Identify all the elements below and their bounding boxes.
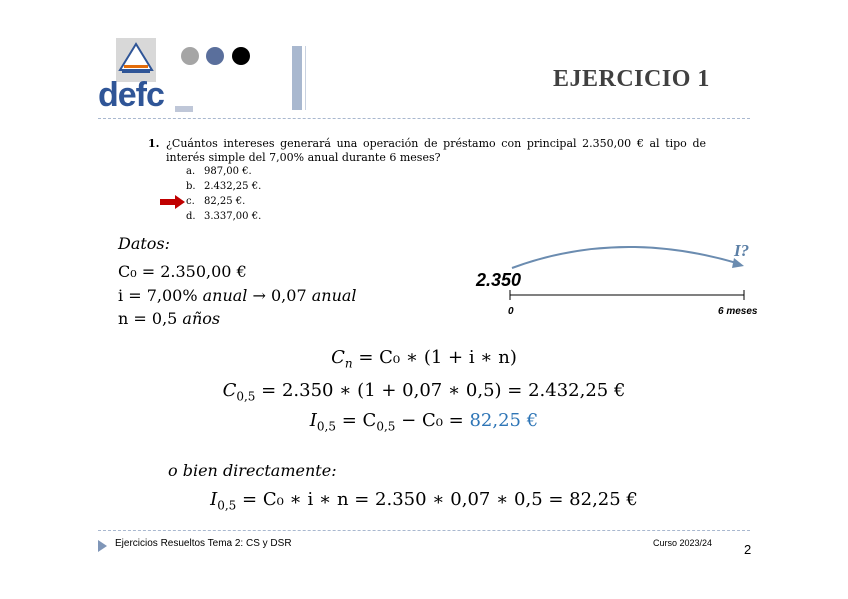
formula-direct: [0, 489, 848, 513]
formula-sub: n: [344, 356, 353, 371]
decor-dot-1: [181, 47, 199, 65]
datos-i-unit: anual: [202, 286, 248, 305]
logo-subtext: [175, 106, 193, 112]
formula-c05: [0, 380, 848, 404]
datos-title: Datos:: [118, 234, 171, 253]
datos-n-lhs: n = 0,5: [118, 309, 183, 328]
datos-i-unit2: anual: [311, 286, 357, 305]
option-text: 2.432,25 €.: [204, 181, 262, 192]
formula-rhs: = 2.350 ∗ (1 + 0,07 ∗ 0,5) = 2.432,25 €: [255, 380, 626, 401]
formula-sub2: 0,5: [376, 419, 396, 434]
logo-text: defc: [98, 76, 164, 114]
formula-result: 82,25 €: [469, 410, 539, 431]
timeline-diagram: [500, 240, 760, 305]
datos-c0: C₀ = 2.350,00 €: [118, 262, 247, 281]
formula-capital-final: [0, 347, 848, 371]
option-a: [186, 166, 252, 178]
option-text: 987,00 €.: [204, 166, 252, 177]
option-letter: b.: [186, 181, 196, 192]
option-letter: a.: [186, 166, 196, 177]
option-letter: d.: [186, 211, 196, 222]
option-text: 82,25 €.: [204, 196, 246, 207]
correct-answer-arrow-icon: [160, 195, 186, 209]
decor-dot-3: [232, 47, 250, 65]
question-text: ¿Cuántos intereses generará una operación de préstamo con principal 2.350,00 € al tipo de interés simple del 7,00% anual durante 6 meses?: [166, 137, 706, 164]
datos-i-lhs: i = 7,00%: [118, 286, 203, 305]
formula-lhs: C: [331, 347, 345, 368]
timeline-end-label: 6 meses: [718, 306, 758, 317]
option-b: [186, 181, 261, 193]
formula-end: − C₀ =: [395, 410, 470, 431]
formula-rhs: = C₀ ∗ (1 + i ∗ n): [358, 347, 517, 368]
footer-arrow-icon: [98, 540, 107, 552]
formula-lhs: I: [309, 410, 317, 431]
option-letter: c.: [186, 196, 195, 207]
header-separator: [98, 118, 750, 119]
footer-course-title: Ejercicios Resueltos Tema 2: CS y DSR: [115, 538, 292, 549]
option-text: 3.337,00 €.: [204, 211, 262, 222]
timeline-start-label: 0: [508, 306, 514, 317]
formula-i05: [0, 410, 848, 434]
formula-sub: 0,5: [217, 498, 237, 513]
formula-sub: 0,5: [316, 419, 337, 434]
footer-separator: [98, 530, 750, 531]
decor-dot-2: [206, 47, 224, 65]
formula-mid: = C: [336, 410, 377, 431]
slide-title: EJERCICIO 1: [553, 66, 710, 92]
formula-sub: 0,5: [236, 389, 256, 404]
title-accent-bar: [292, 46, 302, 110]
timeline-arc: [512, 247, 740, 268]
datos-n: [118, 309, 220, 328]
datos-i-arrow: → 0,07: [247, 286, 312, 305]
footer-year: Curso 2023/24: [653, 538, 713, 548]
timeline-interest-label: I?: [734, 241, 750, 260]
alt-method-label: o bien directamente:: [168, 461, 337, 480]
datos-i: [118, 286, 357, 305]
question-number: 1.: [148, 137, 160, 150]
timeline-arc-arrow-icon: [732, 258, 744, 268]
formula-lhs: C: [222, 380, 237, 401]
timeline-value: 2.350: [476, 270, 522, 290]
option-d: [186, 211, 261, 223]
formula-rhs: = C₀ ∗ i ∗ n = 2.350 ∗ 0,07 ∗ 0,5 = 82,25 €: [236, 489, 638, 510]
page-number: 2: [744, 542, 752, 557]
datos-n-unit: años: [182, 309, 221, 328]
formula-lhs: I: [210, 489, 218, 510]
option-c: [186, 196, 245, 208]
